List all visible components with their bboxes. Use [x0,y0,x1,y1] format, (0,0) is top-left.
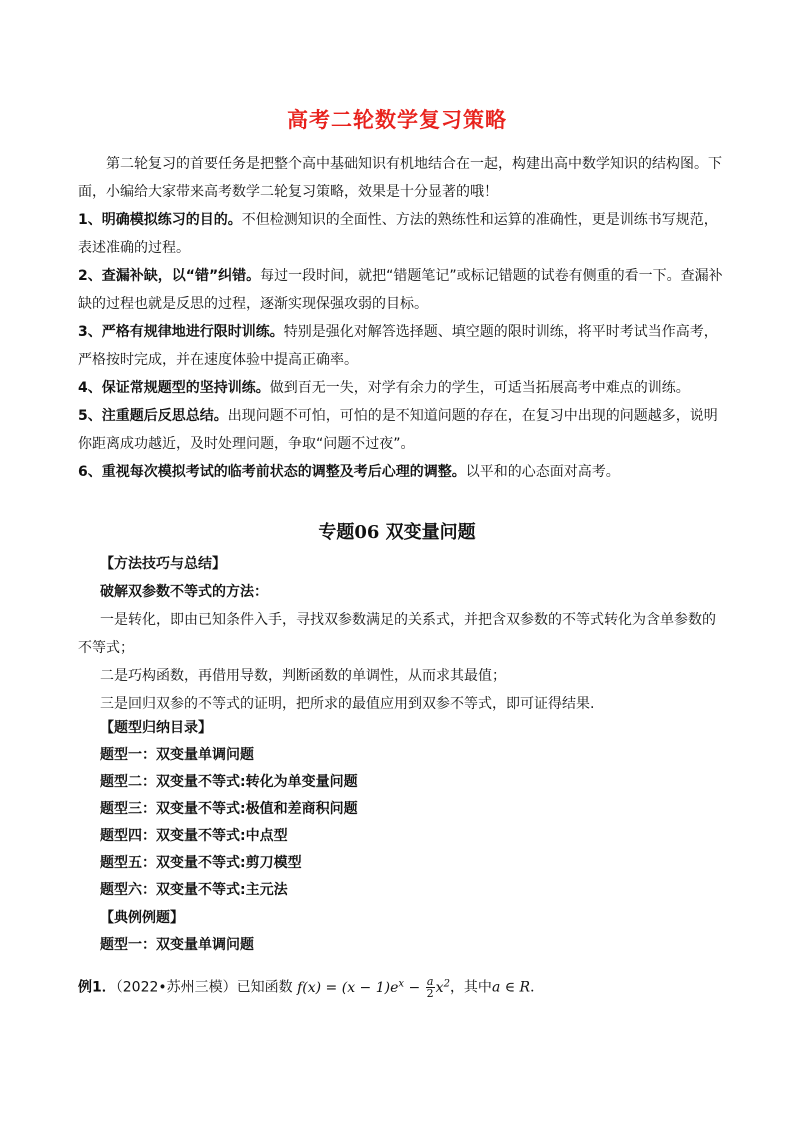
type-item: 题型三：双变量不等式:极值和差商积问题 [100,801,358,817]
formula-lhs: f(x) = (x − 1)e [297,979,399,996]
strategy-text: 以平和的心态面对高考。 [465,464,620,480]
strategy-lead: 1、明确模拟练习的目的。 [78,212,242,228]
method-section [78,550,726,718]
strategy-item [78,318,726,374]
method-point: 二是巧构函数，再借用导数，判断函数的单调性，从而求其最值； [100,668,506,684]
types-heading: 【题型归纳目录】 [100,720,212,736]
strategy-item [78,374,726,402]
method-subheading: 破解双参数不等式的方法： [100,584,268,600]
strategy-text: 特别是强化对解答选择题、填空题的限时训练，将平时考试当作高考，严格按时完成，并在速度体验中提高正确率。 [78,324,718,368]
intro-paragraph: 第二轮复习的首要任务是把整个高中基础知识有机地结合在一起，构建出高中数学知识的结构图。下面，小编给大家带来高考数学二轮复习策略，效果是十分显著的哦！ [78,156,722,200]
formula-exponent: x [398,978,405,989]
example-source: （2022•苏州三模）已知函数 [115,979,293,996]
example-end: ． [530,979,545,996]
main-title: 高考二轮数学复习策略 [287,108,507,132]
fraction-denominator: 2 [426,987,434,1001]
types-section [78,714,726,904]
strategy-lead: 6、重视每次模拟考试的临考前状态的调整及考后心理的调整。 [78,464,466,480]
strategy-item [78,206,726,262]
example-1 [78,970,726,1002]
strategy-list [78,206,726,486]
strategy-item [78,262,726,318]
strategy-lead: 3、严格有规律地进行限时训练。 [78,324,284,340]
strategy-text: 出现问题不可怕，可怕的是不知道问题的存在，在复习中出现的问题越多，说明你距离成功越近，及时处理问题，争取“问题不过夜”。 [78,408,718,452]
method-point: 三是回归双参的不等式的证明，把所求的最值应用到双参不等式，即可证得结果. [100,696,595,712]
strategy-lead: 2、查漏补缺，以“错”纠错。 [78,268,261,284]
examples-section [78,904,726,959]
function-formula [297,975,450,1001]
example-label: 例1． [78,979,116,996]
type-item: 题型六：双变量不等式:主元法 [100,882,288,898]
strategy-item [78,458,726,486]
example-type-heading: 题型一：双变量单调问题 [100,937,254,953]
formula-fraction [426,976,435,999]
topic-title: 专题06 双变量问题 [318,522,476,543]
method-point: 一是转化，即由已知条件入手，寻找双参数满足的关系式，并把含双参数的不等式转化为含单参数的不等式； [78,612,716,656]
example-condition: a ∈ R [491,979,531,996]
type-item: 题型五：双变量不等式:剪刀模型 [100,855,302,871]
strategy-text: 做到百无一失，对学有余力的学生，可适当拓展高考中难点的训练。 [269,380,690,396]
method-heading: 【方法技巧与总结】 [100,556,226,572]
examples-heading: 【典例例题】 [100,910,184,926]
formula-tail-exponent: 2 [443,978,450,989]
type-item: 题型四：双变量不等式:中点型 [100,828,288,844]
strategy-text: 不但检测知识的全面性、方法的熟练性和运算的准确性，更是训练书写规范，表述准确的过程。 [78,212,718,256]
example-where: ，其中 [449,979,492,996]
strategy-lead: 5、注重题后反思总结。 [78,408,228,424]
formula-tail: x [435,979,444,996]
fraction-numerator: a [426,975,434,989]
strategy-text: 每过一段时间，就把“错题笔记”或标记错题的试卷有侧重的看一下。查漏补缺的过程也就是反思的过程，逐渐实现保强攻弱的目标。 [78,268,723,312]
formula-minus: − [404,979,425,996]
strategy-lead: 4、保证常规题型的坚持训练。 [78,380,270,396]
type-item: 题型二：双变量不等式:转化为单变量问题 [100,774,358,790]
type-item: 题型一：双变量单调问题 [100,747,254,763]
strategy-item [78,402,726,458]
